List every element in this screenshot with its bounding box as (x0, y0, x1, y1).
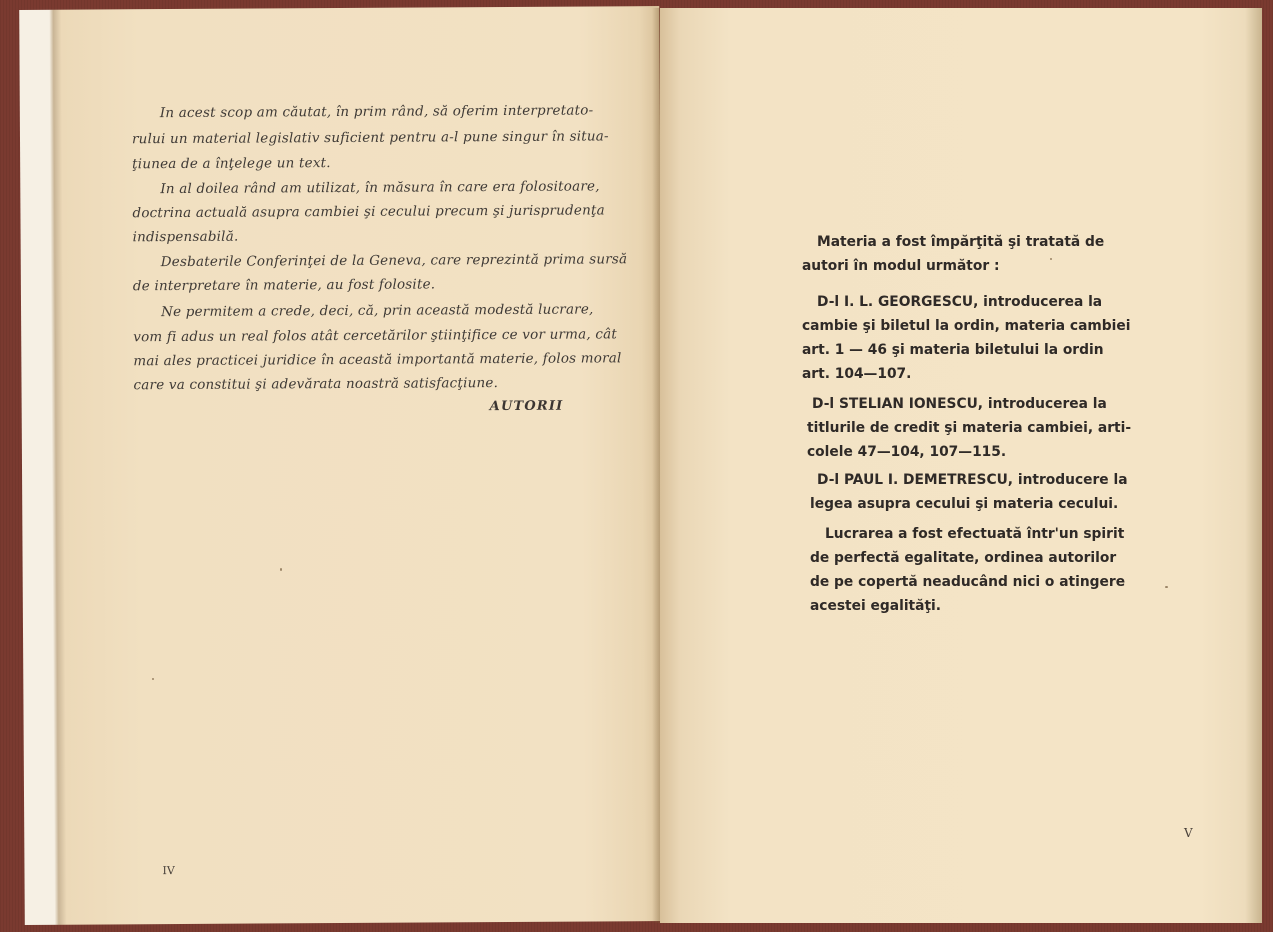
right-line-9: colele 47—104, 107—115. (807, 444, 1007, 460)
page-number-right: V (1184, 826, 1193, 840)
right-line-6: art. 104—107. (802, 366, 912, 382)
left-line-4: In al doilea rând am utilizat, în măsura în care era folositoare, (160, 178, 600, 198)
right-line-2: autori în modul următor : (802, 258, 1000, 274)
signature-autorii: AUTORII (489, 398, 564, 415)
right-line-1: Materia a fost împărţită şi tratată de (817, 234, 1105, 250)
paper-speck (1165, 586, 1168, 588)
page-number-left: IV (162, 864, 175, 878)
left-line-6: indispensabilă. (132, 228, 239, 246)
left-line-12: care va constitui şi adevărata noastră satisfacţiune. (133, 375, 499, 394)
left-line-11: mai ales practicei juridice în această importantă materie, folos moral (133, 350, 622, 370)
paper-speck (1050, 258, 1052, 260)
left-line-1: In acest scop am căutat, în prim rând, să oferim interpretato- (159, 102, 594, 122)
right-line-4: cambie şi biletul la ordin, materia cambiei (802, 318, 1131, 334)
right-line-5: art. 1 — 46 şi materia biletului la ordin (802, 342, 1104, 358)
left-page (19, 6, 665, 925)
right-line-3: D-l I. L. GEORGESCU, introducerea la (817, 294, 1103, 310)
left-line-9: Ne permitem a crede, deci, că, prin această modestă lucrare, (161, 301, 594, 321)
left-line-3: ţiunea de a înţelege un text. (132, 155, 331, 173)
right-page (660, 8, 1262, 923)
paper-speck (280, 568, 282, 571)
left-line-2: rului un material legislativ suficient pentru a-l pune singur în situa- (131, 128, 609, 148)
right-line-14: de pe copertă neaducând nici o atingere (810, 574, 1126, 590)
right-line-13: de perfectă egalitate, ordinea autorilor (810, 550, 1117, 566)
right-line-15: acestei egalităţi. (810, 598, 942, 614)
left-line-10: vom fi adus un real folos atât cercetărilor ştiinţifice ce vor urma, cât (133, 326, 618, 346)
right-line-10: D-l PAUL I. DEMETRESCU, introducere la (817, 472, 1128, 488)
right-line-11: legea asupra cecului şi materia cecului. (810, 496, 1119, 512)
paper-speck (152, 678, 154, 680)
left-line-7: Desbaterile Conferinţei de la Geneva, care reprezintă prima sursă (160, 251, 628, 271)
left-line-5: doctrina actuală asupra cambiei şi cecului precum şi jurisprudenţa (132, 202, 605, 222)
right-line-8: titlurile de credit şi materia cambiei, arti- (807, 420, 1132, 436)
right-line-7: D-l STELIAN IONESCU, introducerea la (812, 396, 1107, 412)
right-line-12: Lucrarea a fost efectuată într'un spirit (825, 526, 1125, 542)
book-spread (22, 8, 1262, 923)
left-line-8: de interpretare în materie, au fost folosite. (132, 276, 436, 295)
